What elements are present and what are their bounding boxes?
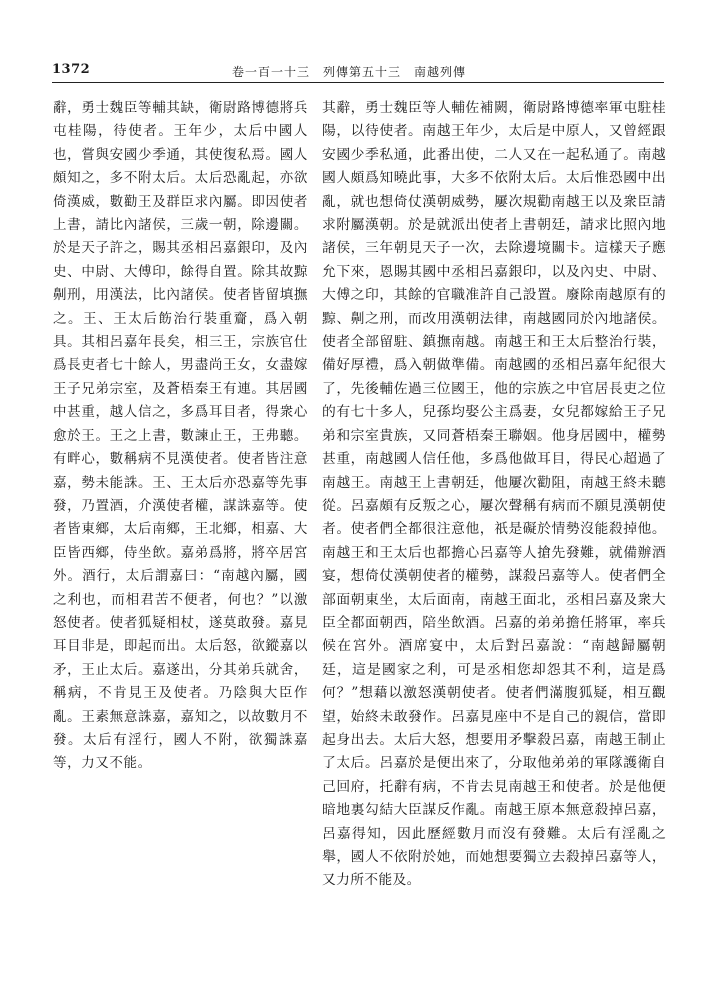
- running-header: [52, 62, 664, 83]
- translation-column: [322, 97, 666, 893]
- running-title: 卷一百一十三 列傳第五十三 南越列傳: [232, 65, 467, 79]
- classical-text-column: [53, 97, 308, 776]
- classical-text: 辭，勇士魏臣等輔其缺，衛尉路博德將兵屯桂陽，待使者。王年少，太后中國人也，嘗與安國少季通，其使復私焉。國人頗知之，多不附太后。太后恐亂起，亦欲倚漢威，數勸王及群臣求內屬。即因使者上書，請比內諸侯，三歲一朝，除邊關。於是天子許之，賜其丞相呂嘉銀印，及內史、中尉、大傅印，餘得自置。除其故黥劓刑，用漢法，比內諸侯。使者皆留填撫之。王、王太后飭治行裝重齎，爲入朝具。其相呂嘉年長矣，相三王，宗族官仕爲長吏者七十餘人，男盡尚王女，女盡嫁王子兄弟宗室，及蒼梧秦王有連。其居國中甚重，越人信之，多爲耳目者，得衆心愈於王。王之上書，數諫止王，王弗聽。有畔心，數稱病不見漢使者。使者皆注意嘉，勢未能誅。王、王太后亦恐嘉等先事發，乃置酒，介漢使者權，謀誅嘉等。使者皆東鄉，太后南鄉，王北鄉，相嘉、大臣皆西鄉，侍坐飲。嘉弟爲將，將卒居宮外。酒行，太后謂嘉曰：“南越內屬，國之利也，而相君苦不便者，何也？”以激怒使者。使者狐疑相杖，遂莫敢發。嘉見耳目非是，即起而出。太后怒，欲鏦嘉以矛，王止太后。嘉遂出，分其弟兵就舍，稱病，不肯見王及使者。乃陰與大臣作亂。王素無意誅嘉，嘉知之，以故數月不發。太后有淫行，國人不附，欲獨誅嘉等，力又不能。: [53, 100, 308, 772]
- modern-translation: 其辭，勇士魏臣等人輔佐補闕，衛尉路博德率軍屯駐桂陽，以待使者。南越王年少，太后是中原人，又曾經跟安國少季私通，此番出使，二人又在一起私通了。南越國人頗爲知曉此事，大多不依附太后。太后惟恐國中出亂，就也想倚仗漢朝威勢，屢次規勸南越王以及衆臣請求附屬漢朝。於是就派出使者上書朝廷，請求比照內地諸侯，三年朝見天子一次，去除邊境關卡。這樣天子應允下來，恩賜其國中丞相呂嘉銀印，以及內史、中尉、大傅之印，其餘的官職准許自己設置。廢除南越原有的黥、劓之刑，而改用漢朝法律，南越國同於內地諸侯。使者全部留駐、鎮撫南越。南越王和王太后整治行裝，備好厚禮，爲入朝做準備。南越國的丞相呂嘉年紀很大了，先後輔佐過三位國王，他的宗族之中官居長吏之位的有七十多人，兒孫均娶公主爲妻，女兒都嫁給王子兄弟和宗室貴族，又同蒼梧秦王聯姻。他身居國中，權勢甚重，南越國人信任他，多爲他做耳目，得民心超過了南越王。南越王上書朝廷，他屢次勸阻，南越王終未聽從。呂嘉頗有反叛之心，屢次聲稱有病而不願見漢朝使者。使者們全都很注意他，祇是礙於情勢沒能殺掉他。南越王和王太后也都擔心呂嘉等人搶先發難，就備辦酒宴，想倚仗漢朝使者的權勢，謀殺呂嘉等人。使者們全部面朝東坐，太后面南，南越王面北，丞相呂嘉及衆大臣全都面朝西，陪坐飲酒。呂嘉的弟弟擔任將軍，率兵候在宮外。酒席宴中，太后對呂嘉說：“南越歸屬朝廷，這是國家之利，可是丞相您却怨其不利，這是爲何？”想藉以激怒漢朝使者。使者們滿腹狐疑，相互觀望，始終未敢發作。呂嘉見座中不是自己的親信，當即起身出去。太后大怒，想要用矛擊殺呂嘉，南越王制止了太后。呂嘉於是便出來了，分取他弟弟的軍隊護衛自己回府，托辭有病，不肯去見南越王和使者。於是他便暗地裏勾結大臣謀反作亂。南越王原本無意殺掉呂嘉，呂嘉得知，因此歷經數月而沒有發難。太后有淫亂之舉，國人不依附於她，而她想要獨立去殺掉呂嘉等人，又力所不能及。: [322, 100, 666, 889]
- page-number: 1372: [52, 62, 91, 77]
